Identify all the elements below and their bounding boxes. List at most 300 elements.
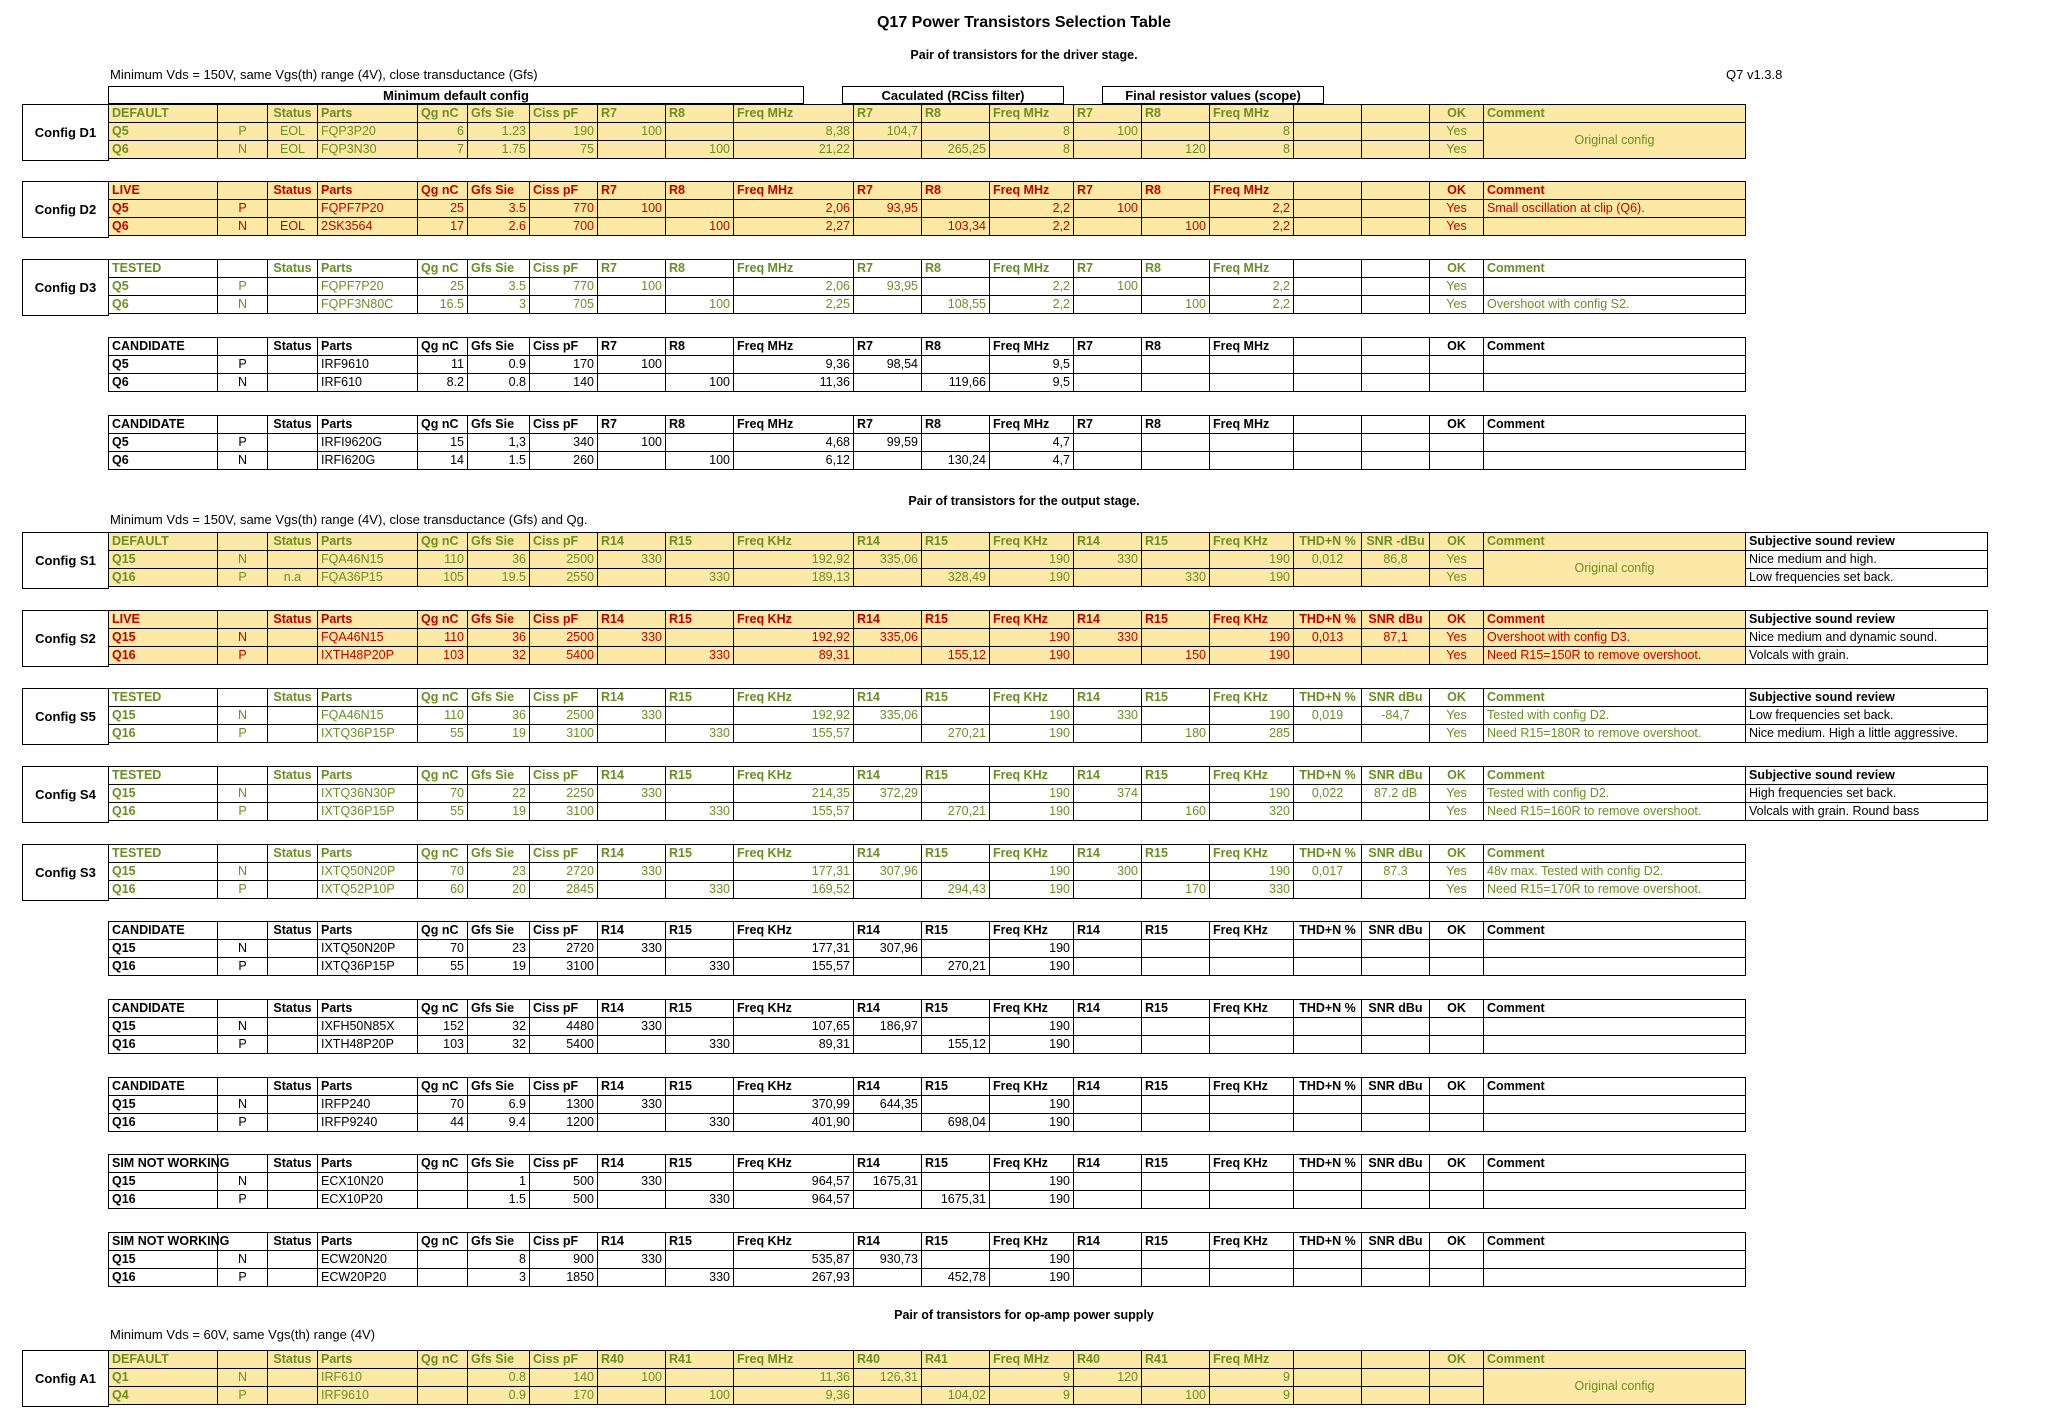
table-cell: 1850 [530,1269,598,1287]
header-cell: R40 [1074,1351,1142,1369]
table-cell [666,1369,734,1387]
header-cell: Ciss pF [530,1351,598,1369]
table-row [109,647,1988,665]
header-cell: Freq KHz [734,689,854,707]
table-cell [1210,1251,1294,1269]
header-cell: R14 [854,1233,922,1251]
header-cell: R15 [666,767,734,785]
table-cell [1074,725,1142,743]
table-cell [666,1173,734,1191]
table-cell [922,551,990,569]
table-cell: 186,97 [854,1018,922,1036]
header-cell: CANDIDATE [109,416,218,434]
table-cell [1294,569,1362,587]
table-cell [598,647,666,665]
table-cell: P [218,647,268,665]
table-cell [1074,1269,1142,1287]
table-cell: 70 [418,785,468,803]
header-cell: THD+N % [1294,1233,1362,1251]
table-cell [1362,725,1430,743]
version-label: Q7 v1.3.8 [1726,67,1783,82]
table-cell: 104,7 [854,123,922,141]
header-cell: R8 [1142,260,1210,278]
table-cell [1294,1269,1362,1287]
table-cell: 2500 [530,551,598,569]
table-cell [922,785,990,803]
header-cell: THD+N % [1294,922,1362,940]
table-cell: P [218,200,268,218]
table-cell [1484,1114,1746,1132]
header-cell: Freq KHz [990,1155,1074,1173]
table-cell: 1300 [530,1096,598,1114]
table-cell: IRFP9240 [318,1114,418,1132]
header-cell: Qg nC [418,1078,468,1096]
table-cell: 70 [418,863,468,881]
table-cell [1294,356,1362,374]
table-cell: 0.8 [468,374,530,392]
header-cell: R7 [854,260,922,278]
header-cell: R8 [1142,416,1210,434]
header-cell: Comment [1484,1351,1746,1369]
table-cell: 5400 [530,1036,598,1054]
header-cell [1362,1351,1430,1369]
table-cell: 4,7 [990,434,1074,452]
table-cell: Yes [1430,863,1484,881]
table-cell [922,1251,990,1269]
table-cell [1294,725,1362,743]
table-cell [1362,647,1430,665]
header-cell: Freq KHz [734,533,854,551]
table-cell: 2550 [530,569,598,587]
table-cell: 6 [418,123,468,141]
table-cell: 1.75 [468,141,530,159]
table-cell: 70 [418,940,468,958]
table-cell: 190 [990,803,1074,821]
header-cell: R14 [854,845,922,863]
header-cell: THD+N % [1294,689,1362,707]
table-cell: 6,12 [734,452,854,470]
header-cell: Qg nC [418,922,468,940]
table-row [109,940,1746,958]
table-cell: 192,92 [734,707,854,725]
table-cell [1294,1018,1362,1036]
table-cell: FQPF7P20 [318,278,418,296]
table-cell: 170 [530,1387,598,1405]
header-cell: Parts [318,105,418,123]
header-cell: LIVE [109,611,218,629]
table-cell: 100 [666,141,734,159]
config-table [108,999,1746,1054]
table-cell: N [218,1018,268,1036]
table-cell: IXTQ52P10P [318,881,418,899]
table-cell: 103 [418,1036,468,1054]
table-cell: 100 [1074,123,1142,141]
table-cell: P [218,958,268,976]
table-cell: 155,12 [922,647,990,665]
header-cell: Qg nC [418,338,468,356]
table-cell: 3100 [530,958,598,976]
table-cell [1210,1096,1294,1114]
header-cell: R15 [1142,1078,1210,1096]
table-cell: 6.9 [468,1096,530,1114]
header-cell: R14 [598,1078,666,1096]
table-cell: Q5 [109,200,218,218]
table-cell: 87.2 dB [1362,785,1430,803]
table-cell: IXTQ50N20P [318,863,418,881]
header-cell: R14 [854,1000,922,1018]
header-cell: R14 [1074,1078,1142,1096]
header-cell: SNR dBu [1362,1078,1430,1096]
header-cell: R14 [598,1155,666,1173]
table-cell [1210,452,1294,470]
table-cell: 190 [1210,785,1294,803]
table-cell [1142,940,1210,958]
table-cell [1430,1369,1484,1387]
table-cell: Volcals with grain. Round bass [1746,803,1988,821]
header-cell: Gfs Sie [468,689,530,707]
header-cell: R8 [666,260,734,278]
table-cell [1294,123,1362,141]
table-cell: 8,38 [734,123,854,141]
table-cell [1362,881,1430,899]
header-cell: Comment [1484,533,1746,551]
table-cell: 190 [990,958,1074,976]
header-cell: OK [1430,767,1484,785]
table-cell [598,374,666,392]
table-cell [854,452,922,470]
header-cell [218,338,268,356]
table-cell: FQPF3N80C [318,296,418,314]
table-cell: 86,8 [1362,551,1430,569]
table-cell [1074,141,1142,159]
header-cell: R15 [1142,611,1210,629]
table-cell: 103 [418,647,468,665]
header-cell: Status [268,533,318,551]
header-cell: THD+N % [1294,1000,1362,1018]
table-cell: IRF9610 [318,356,418,374]
header-cell: R8 [1142,182,1210,200]
page-title: Q17 Power Transistors Selection Table [876,14,1172,31]
table-cell: Yes [1430,725,1484,743]
table-cell [666,940,734,958]
header-cell: Parts [318,416,418,434]
table-cell: ECX10P20 [318,1191,418,1209]
table-cell [1362,1096,1430,1114]
header-cell: Comment [1484,1155,1746,1173]
table-cell [598,1191,666,1209]
table-cell: 100 [666,296,734,314]
table-cell: N [218,940,268,958]
table-cell [1294,200,1362,218]
header-cell: Parts [318,767,418,785]
table-cell: 100 [598,434,666,452]
table-cell: 330 [598,1096,666,1114]
table-cell [1210,1018,1294,1036]
table-cell: 330 [666,1191,734,1209]
table-cell [1074,881,1142,899]
header-cell: SNR dBu [1362,1155,1430,1173]
output-subtitle: Pair of transistors for the output stage. [908,494,1140,508]
table-cell: 87.3 [1362,863,1430,881]
header-cell: R7 [854,416,922,434]
header-cell: Parts [318,1078,418,1096]
table-cell: 9,36 [734,356,854,374]
table-cell [1430,1036,1484,1054]
table-cell: 964,57 [734,1173,854,1191]
table-cell: Yes [1430,881,1484,899]
table-cell: 1675,31 [854,1173,922,1191]
table-cell: P [218,1269,268,1287]
table-cell: IXTH48P20P [318,1036,418,1054]
table-cell: IXTQ50N20P [318,940,418,958]
table-cell [598,958,666,976]
table-cell [1484,1096,1746,1114]
table-cell: 17 [418,218,468,236]
header-cell: Freq MHz [1210,105,1294,123]
table-cell: 1200 [530,1114,598,1132]
table-cell: Q15 [109,1096,218,1114]
table-cell: 285 [1210,725,1294,743]
table-cell: 2500 [530,707,598,725]
table-cell: EOL [268,218,318,236]
header-cell: R14 [854,1155,922,1173]
table-cell: 335,06 [854,629,922,647]
table-cell: Yes [1430,200,1484,218]
header-cell: Gfs Sie [468,1233,530,1251]
header-cell: Ciss pF [530,1155,598,1173]
table-cell: 3.5 [468,200,530,218]
table-row [109,1251,1746,1269]
table-cell: Q15 [109,629,218,647]
header-cell: R15 [1142,767,1210,785]
table-cell [1430,1018,1484,1036]
table-row [109,296,1746,314]
table-cell: 330 [666,803,734,821]
table-cell: 500 [530,1173,598,1191]
table-row [109,1369,1746,1387]
table-cell [1142,278,1210,296]
table-cell: 108,55 [922,296,990,314]
table-cell [268,374,318,392]
table-cell [666,785,734,803]
table-header-row [109,922,1746,940]
table-cell: 32 [468,1036,530,1054]
merged-comment-cell: Original config [1484,1369,1746,1405]
table-cell: 9,5 [990,356,1074,374]
table-cell: 452,78 [922,1269,990,1287]
table-cell: 100 [1142,1387,1210,1405]
table-cell: 335,06 [854,551,922,569]
header-cell: Ciss pF [530,1078,598,1096]
table-cell: Yes [1430,647,1484,665]
table-cell [666,551,734,569]
header-cell [218,767,268,785]
table-cell: 107,65 [734,1018,854,1036]
header-cell: R15 [1142,533,1210,551]
table-cell [1484,434,1746,452]
table-cell: Need R15=180R to remove overshoot. [1484,725,1746,743]
table-cell: Yes [1430,629,1484,647]
table-cell: 100 [1142,296,1210,314]
table-cell: 100 [598,1369,666,1387]
config-table [108,1077,1746,1132]
table-cell: 330 [1210,881,1294,899]
output-note: Minimum Vds = 150V, same Vgs(th) range (4V), close transductance (Gfs) and Qg. [110,512,588,527]
header-cell [218,689,268,707]
table-cell: 104,02 [922,1387,990,1405]
table-cell [1074,218,1142,236]
table-cell: 2,27 [734,218,854,236]
table-cell [854,647,922,665]
table-cell [666,1096,734,1114]
header-cell: Comment [1484,105,1746,123]
header-cell: Freq KHz [990,767,1074,785]
table-cell: N [218,296,268,314]
table-cell: Q6 [109,452,218,470]
table-cell: 100 [1142,218,1210,236]
driver-note: Minimum Vds = 150V, same Vgs(th) range (4V), close transductance (Gfs) [110,67,538,82]
header-cell [218,416,268,434]
table-cell: 2,2 [1210,296,1294,314]
table-cell: ECW20N20 [318,1251,418,1269]
table-cell: 330 [598,1173,666,1191]
table-cell: 55 [418,725,468,743]
table-cell: 260 [530,452,598,470]
header-cell: Qg nC [418,1351,468,1369]
header-cell: Status [268,767,318,785]
table-cell: 192,92 [734,629,854,647]
table-cell: 152 [418,1018,468,1036]
table-cell: 1,3 [468,434,530,452]
table-cell: 87,1 [1362,629,1430,647]
table-row [109,278,1746,296]
table-cell [1430,356,1484,374]
table-cell: 328,49 [922,569,990,587]
table-cell: 370,99 [734,1096,854,1114]
merged-comment-cell: Original config [1484,123,1746,159]
table-cell [1430,434,1484,452]
header-cell: THD+N % [1294,845,1362,863]
table-cell: Q5 [109,278,218,296]
table-cell [1210,1036,1294,1054]
header-cell: R14 [1074,611,1142,629]
table-cell [268,803,318,821]
table-cell: 340 [530,434,598,452]
header-cell: SIM NOT WORKING [109,1233,218,1251]
table-row [109,707,1988,725]
header-cell: R40 [598,1351,666,1369]
table-cell: 8 [1210,123,1294,141]
table-cell: 330 [598,629,666,647]
table-cell: 2SK3564 [318,218,418,236]
header-cell: Freq KHz [734,1233,854,1251]
table-cell: Q5 [109,123,218,141]
table-cell: 110 [418,629,468,647]
header-cell: R8 [922,338,990,356]
header-cell: Freq MHz [734,338,854,356]
header-cell: Parts [318,260,418,278]
table-cell: 770 [530,200,598,218]
header-cell: R15 [666,533,734,551]
config-table [108,766,1988,821]
table-cell: 110 [418,551,468,569]
header-cell: Ciss pF [530,689,598,707]
table-cell [1484,1191,1746,1209]
table-cell: N [218,551,268,569]
table-cell: 32 [468,647,530,665]
header-cell: Status [268,260,318,278]
table-cell: 192,92 [734,551,854,569]
header-cell: Gfs Sie [468,1078,530,1096]
header-cell: SNR -dBu [1362,533,1430,551]
table-row [109,1269,1746,1287]
table-cell [1362,278,1430,296]
header-cell: R7 [854,182,922,200]
table-cell [854,1269,922,1287]
header-cell: R14 [1074,1155,1142,1173]
table-cell [1430,1114,1484,1132]
header-cell: R14 [598,767,666,785]
table-cell: 330 [598,551,666,569]
header-cell: R8 [1142,105,1210,123]
table-cell: 100 [666,1387,734,1405]
table-cell [922,1096,990,1114]
table-cell [1294,1096,1362,1114]
table-cell: 11 [418,356,468,374]
table-cell: 770 [530,278,598,296]
table-cell [666,278,734,296]
table-cell [1484,1036,1746,1054]
header-cell: Subjective sound review [1746,533,1988,551]
table-cell [268,356,318,374]
header-cell: Gfs Sie [468,767,530,785]
table-cell: 0.8 [468,1369,530,1387]
table-cell: Q15 [109,1173,218,1191]
table-cell [1294,141,1362,159]
header-cell: Freq MHz [1210,182,1294,200]
table-cell [1430,1096,1484,1114]
table-cell: 330 [598,785,666,803]
table-cell: 22 [468,785,530,803]
table-cell: 100 [598,123,666,141]
table-cell [1362,1036,1430,1054]
header-cell: SNR dBu [1362,922,1430,940]
table-cell: 120 [1142,141,1210,159]
table-cell [1484,1018,1746,1036]
table-row [109,863,1746,881]
header-cell [218,845,268,863]
header-cell: TESTED [109,689,218,707]
header-cell: Gfs Sie [468,416,530,434]
table-cell [666,356,734,374]
table-cell: Volcals with grain. [1746,647,1988,665]
table-cell: 93,95 [854,278,922,296]
header-cell: Parts [318,611,418,629]
header-cell: Status [268,1000,318,1018]
table-cell: 190 [1210,863,1294,881]
config-table [108,1350,1746,1405]
table-cell: 190 [990,1114,1074,1132]
table-cell: 119,66 [922,374,990,392]
table-cell: IRFI620G [318,452,418,470]
header-cell: OK [1430,845,1484,863]
table-cell: N [218,785,268,803]
table-cell [854,1191,922,1209]
table-cell [1142,434,1210,452]
table-cell [1362,940,1430,958]
table-cell [1362,1269,1430,1287]
header-cell [218,105,268,123]
